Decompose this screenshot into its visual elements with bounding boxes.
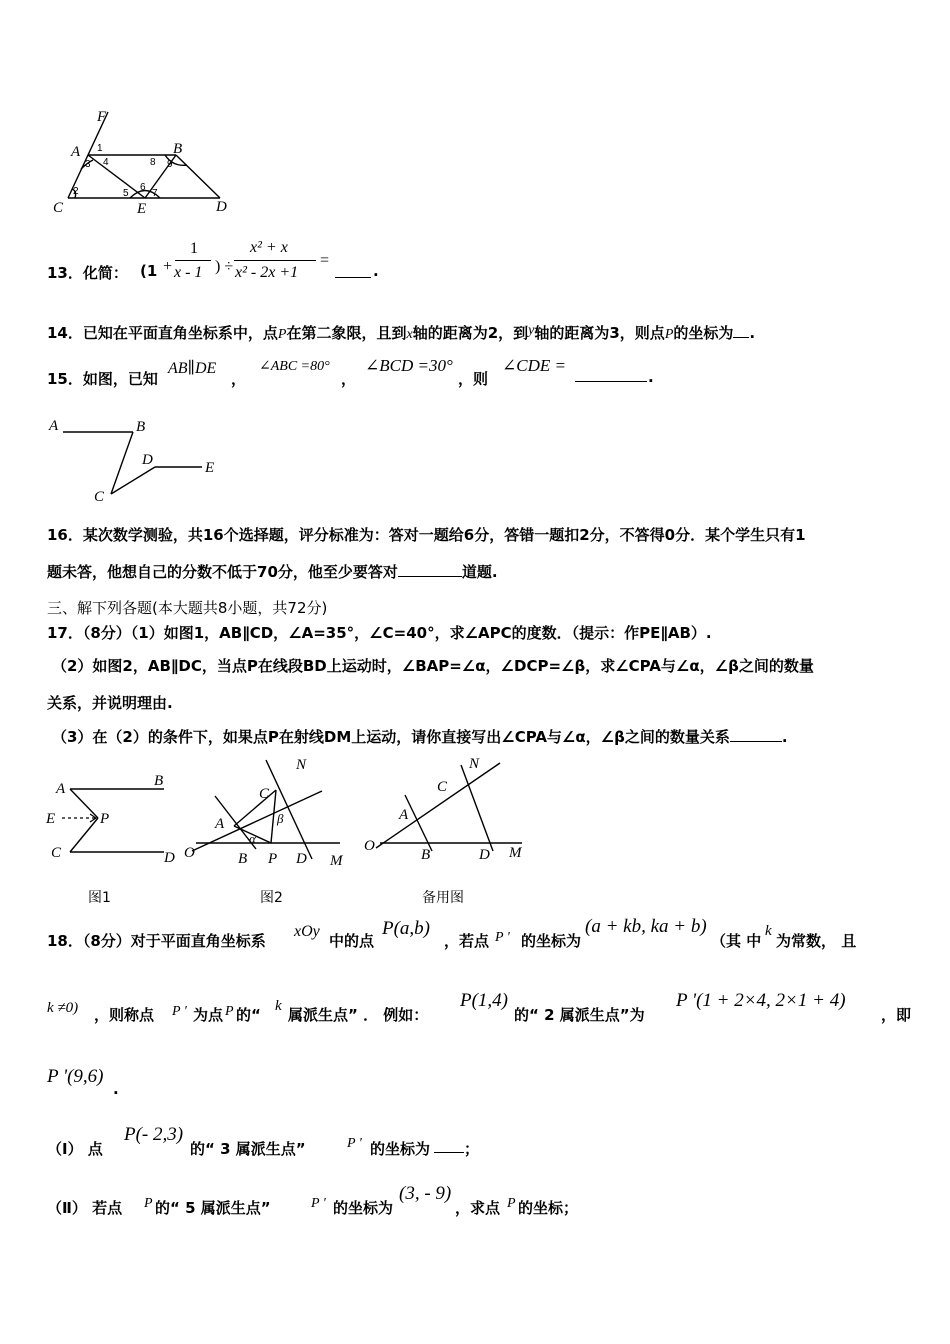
q18-result: P '(9,6) [47, 1066, 104, 1087]
question-16-line1: 16．某次数学测验，共16个选择题，评分标准为：答对一题给6分，答错一题扣2分，不答得0分．某个学生只有1 [47, 526, 806, 544]
q14-text-d: 轴的距离为3，则点 [534, 324, 665, 342]
top-fig-num-1: 1 [97, 143, 103, 154]
fig3-label-D: D [479, 847, 490, 863]
question-14 [47, 322, 755, 343]
q18-1-text-b: 的坐标为 [370, 1140, 431, 1158]
q14-text-e: 的坐标为 [673, 324, 734, 342]
q15-end: . [648, 368, 654, 386]
q15-comma2: ， [341, 370, 357, 388]
q15-then: ，则 [458, 370, 489, 388]
q18-k-ne0: k ≠0) [47, 1000, 79, 1016]
q18-k: k [765, 923, 772, 939]
q18-p: P [225, 1004, 234, 1019]
top-fig-label-F: F [97, 109, 107, 125]
q17-figure-1 [42, 768, 187, 908]
q15-cond2: ∠ABC =80° [259, 359, 330, 374]
fig1-label-D: D [164, 850, 175, 866]
q15-fig-label-B: B [136, 419, 146, 435]
q18-coord: (a + kb, ka + b) [585, 916, 707, 937]
top-fig-num-8: 8 [150, 157, 156, 168]
q18-example: P '(1 + 2×4, 2×1 + 4) [676, 990, 846, 1011]
fig1-label-P: P [100, 811, 110, 827]
fig2-caption: 图2 [260, 890, 283, 906]
top-fig-num-7: 7 [152, 188, 158, 199]
q18-text-h: 为点 [193, 1006, 224, 1024]
q14-text-b: 在第二象限，且到 [286, 324, 407, 342]
q13-frac1-num: 1 [190, 240, 198, 257]
q18-part-1 [47, 1124, 507, 1156]
q13-plus: + [163, 258, 173, 275]
top-fig-num-5: 5 [123, 188, 129, 199]
q18-text-k: 的“ 2 属派生点”为 [514, 1006, 645, 1024]
q18-1-answer-blank [434, 1138, 464, 1153]
q18-p14: P(1,4) [460, 990, 509, 1011]
q13-frac2-num: x² + x [250, 239, 288, 256]
top-fig-label-A: A [71, 144, 81, 160]
q18-1-pprime: P ' [347, 1136, 362, 1151]
q18-pprime2: P ' [172, 1004, 187, 1019]
q13-frac2-bar [234, 260, 316, 261]
fig3-label-N: N [469, 756, 480, 772]
q18-1-point: P(- 2,3) [124, 1124, 184, 1145]
q17-answer-blank [730, 727, 782, 742]
q18-2-text-a: 的“ 5 属派生点” [155, 1199, 271, 1217]
q17-line4-text: （3）在（2）的条件下，如果点P在射线DM上运动，请你直接写出∠CPA与∠α，∠β之间的数量关系 [52, 728, 730, 746]
q15-answer-blank [575, 367, 647, 382]
q15-figure [45, 412, 225, 507]
q17-line2: （2）如图2，AB∥DC，当点P在线段BD上运动时，∠BAP=∠α，∠DCP=∠β，求∠CPA与∠α，∠β之间的数量 [52, 657, 814, 675]
q18-line2 [47, 990, 912, 1024]
q14-answer-blank [733, 323, 749, 338]
q16-answer-blank [398, 562, 462, 577]
fig2-label-O: O [184, 845, 195, 861]
fig2-label-beta: β [277, 811, 284, 826]
q18-text-e: （其 中 [711, 932, 762, 950]
q16-line2-a: 题未答，他想自己的分数不低于70分，他至少要答对 [47, 563, 398, 581]
fig2-label-alpha: α [249, 831, 256, 846]
fig1-label-C: C [51, 845, 62, 861]
q17-figure-2 [182, 755, 352, 908]
fig1-caption: 图1 [88, 890, 111, 906]
question-15 [47, 358, 687, 386]
top-fig-num-3: 3 [85, 159, 91, 170]
q18-text-j: 属派生点” ． 例如： [288, 1006, 429, 1024]
q14-end: . [749, 324, 756, 342]
fig2-label-B: B [238, 851, 248, 867]
fig2-label-C: C [259, 786, 270, 802]
q13-equals: = [320, 252, 330, 269]
top-fig-label-D: D [216, 199, 227, 215]
q17-line1: 17．（8分）（1）如图1，AB∥CD，∠A=35°，∠C=40°，求∠APC的度数．（提示：作PE∥AB）. [47, 624, 712, 642]
q16-line2-b: 道题. [461, 563, 498, 581]
q18-text-a: 18．（8分）对于平面直角坐标系 [47, 932, 266, 950]
q18-line1 [47, 918, 907, 948]
fig3-label-C: C [437, 779, 448, 795]
fig2-label-A: A [215, 816, 225, 832]
q18-pab: P(a,b) [382, 918, 431, 939]
q18-2-text-d: 的坐标； [518, 1199, 579, 1217]
q18-k2: k [275, 998, 282, 1014]
fig2-label-D: D [296, 851, 307, 867]
q18-2-p: P [144, 1196, 153, 1211]
q18-text-d: 的坐标为 [521, 932, 582, 950]
q18-2-pprime: P ' [311, 1196, 326, 1211]
q15-fig-label-E: E [205, 460, 215, 476]
q13-end: . [373, 262, 379, 280]
q18-xoy: xOy [294, 923, 320, 940]
top-fig-num-9: 9 [167, 159, 173, 170]
fig3-label-O: O [364, 838, 375, 854]
section-3-heading: 三、解下列各题(本大题共8小题，共72分) [47, 599, 328, 617]
q14-p2: P [664, 327, 674, 342]
q18-2-label: （Ⅱ） 若点 [47, 1199, 123, 1217]
q18-2-text-b: 的坐标为 [333, 1199, 394, 1217]
q13-one-plus: (1 [140, 262, 158, 280]
q14-text-a: 14．已知在平面直角坐标系中，点 [47, 324, 278, 342]
q18-text-i: 的“ [236, 1006, 261, 1024]
q14-p: P [277, 327, 287, 342]
q18-result-end: . [113, 1080, 119, 1098]
q15-cond3: ∠BCD =30° [365, 356, 453, 375]
q13-frac1-den: x - 1 [174, 264, 203, 281]
q13-frac1-bar [175, 260, 211, 261]
q15-ask: ∠CDE = [502, 356, 566, 375]
q18-1-label: （Ⅰ） 点 [47, 1140, 103, 1158]
q17-line4 [52, 726, 788, 747]
q18-line3 [47, 1066, 167, 1098]
fig3-caption: 备用图 [422, 890, 464, 906]
q18-2-p2: P [507, 1196, 516, 1211]
q13-close-div: ) ÷ [215, 258, 234, 275]
q18-2-coord: (3, - 9) [399, 1183, 452, 1204]
top-fig-num-2: 2 [73, 186, 79, 197]
q15-prefix: 15．如图，已知 [47, 370, 158, 388]
q15-comma1: ， [231, 370, 247, 388]
fig3-label-A: A [399, 807, 409, 823]
top-fig-label-B: B [173, 141, 183, 157]
q18-text-g: ，则称点 [94, 1006, 155, 1024]
q18-text-c: ，若点 [444, 932, 490, 950]
q18-pprime: P ' [495, 930, 510, 945]
q13-prefix: 13．化简： [47, 264, 128, 282]
q17-figure-3 [362, 755, 532, 908]
fig2-label-M: M [330, 853, 343, 869]
fig1-label-A: A [56, 781, 66, 797]
top-fig-label-E: E [137, 201, 147, 217]
fig1-label-E: E [46, 811, 56, 827]
fig1-label-B: B [154, 773, 164, 789]
q15-cond1: AB∥DE [168, 360, 217, 377]
q18-text-b: 中的点 [329, 932, 375, 950]
q18-2-text-c: ，求点 [455, 1199, 501, 1217]
q18-1-end: ； [464, 1140, 480, 1158]
fig3-label-M: M [509, 845, 522, 861]
q15-fig-label-A: A [49, 418, 59, 434]
fig3-label-B: B [421, 847, 431, 863]
q14-y: y [528, 323, 535, 338]
top-fig-num-6: 6 [140, 182, 146, 193]
fig2-label-N: N [296, 757, 307, 773]
q18-text-l: ，即 [881, 1006, 912, 1024]
q15-fig-label-C: C [94, 489, 105, 505]
q14-text-c: 轴的距离为2，到 [412, 324, 529, 342]
q18-1-text-a: 的“ 3 属派生点” [190, 1140, 306, 1158]
q17-line4-end: . [781, 728, 788, 746]
q13-answer-blank [335, 263, 371, 278]
q17-line3: 关系，并说明理由. [47, 694, 173, 712]
q15-fig-label-D: D [142, 452, 153, 468]
top-angle-figure [45, 105, 245, 220]
question-16-line2 [47, 561, 498, 582]
fig2-label-P: P [268, 851, 278, 867]
q18-part-2 [47, 1183, 607, 1215]
top-fig-label-C: C [53, 200, 64, 216]
q14-x: x [406, 327, 413, 342]
q13-frac2-den: x² - 2x +1 [235, 264, 299, 281]
top-fig-num-4: 4 [103, 157, 109, 168]
q18-text-f: 为常数， 且 [776, 932, 857, 950]
